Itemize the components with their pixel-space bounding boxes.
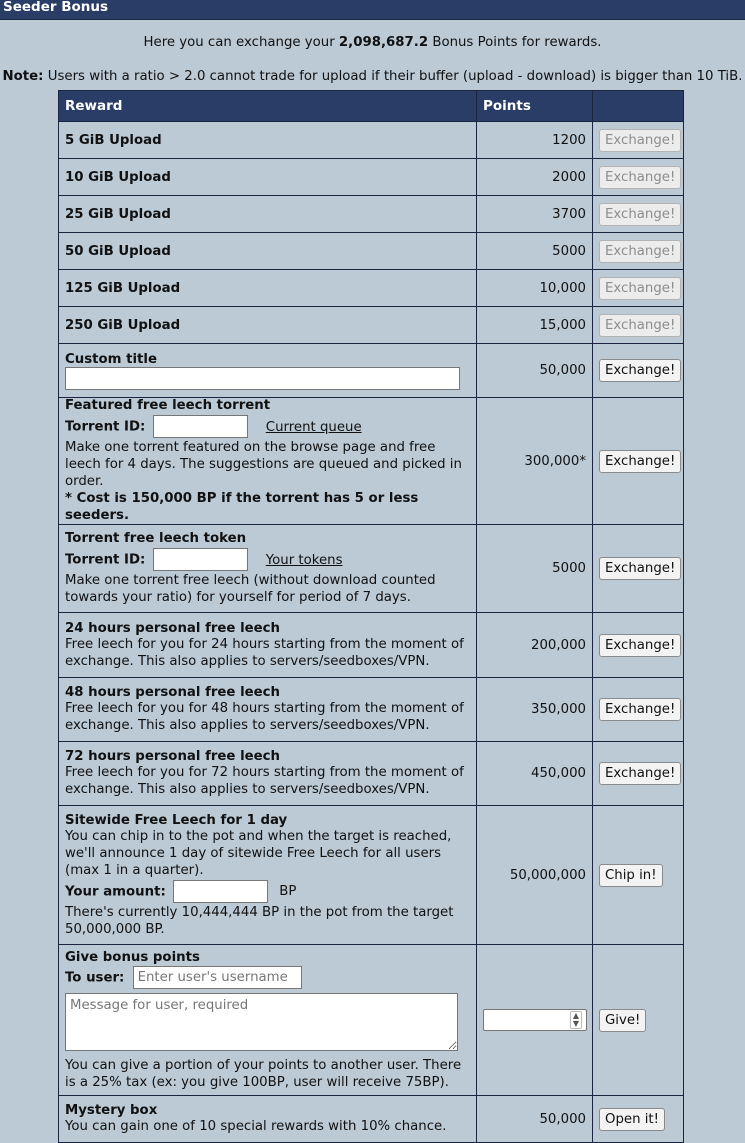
exchange-button-custom-title[interactable]: Exchange! bbox=[599, 359, 681, 382]
to-user-label: To user: bbox=[65, 970, 125, 985]
table-row-mystery-box bbox=[59, 1096, 684, 1143]
reward-description: Free leech for you for 72 hours starting from the moment of exchange. This also applies to servers/seedboxes/VPN. bbox=[65, 765, 464, 797]
reward-points: 2000 bbox=[477, 159, 593, 196]
table-row-custom-title bbox=[59, 344, 684, 398]
your-tokens-link[interactable]: Your tokens bbox=[265, 552, 343, 568]
reward-name: 125 GiB Upload bbox=[59, 270, 477, 307]
exchange-button-24h[interactable]: Exchange! bbox=[599, 634, 681, 657]
reward-points: 10,000 bbox=[477, 270, 593, 307]
reward-name: 48 hours personal free leech bbox=[65, 685, 281, 700]
table-row-freeleech-48h bbox=[59, 678, 684, 742]
exchange-button-25gib[interactable]: Exchange! bbox=[599, 203, 681, 226]
torrent-id-label: Torrent ID: bbox=[65, 419, 146, 435]
gift-amount-input[interactable] bbox=[483, 1009, 587, 1031]
exchange-button-50gib[interactable]: Exchange! bbox=[599, 240, 681, 263]
reward-name: 72 hours personal free leech bbox=[65, 749, 281, 764]
ratio-note: Note: Users with a ratio > 2.0 cannot trade for upload if their buffer (upload - download) is bigger than 10 TiB. bbox=[2, 69, 743, 84]
exchange-button-10gib[interactable]: Exchange! bbox=[599, 166, 681, 189]
reward-description: Make one torrent free leech (without download counted towards your ratio) for yourself for period of 7 days. bbox=[65, 573, 436, 605]
intro-text: Here you can exchange your 2,098,687.2 Bonus Points for rewards. bbox=[143, 35, 602, 50]
reward-name: 5 GiB Upload bbox=[59, 122, 477, 159]
reward-name: Mystery box bbox=[65, 1103, 158, 1118]
reward-points: 300,000* bbox=[477, 398, 593, 525]
reward-description: Free leech for you for 24 hours starting from the moment of exchange. This also applies to servers/seedboxes/VPN. bbox=[65, 636, 464, 669]
featured-torrent-id-input[interactable] bbox=[153, 415, 248, 438]
reward-points: 200,000 bbox=[477, 613, 593, 678]
exchange-button-72h[interactable]: Exchange! bbox=[599, 762, 681, 785]
chip-in-button[interactable]: Chip in! bbox=[599, 864, 663, 887]
table-row-upload-250gib bbox=[59, 307, 684, 344]
exchange-button-5gib[interactable]: Exchange! bbox=[599, 129, 681, 152]
table-row-upload-10gib bbox=[59, 159, 684, 196]
reward-name: 10 GiB Upload bbox=[59, 159, 477, 196]
reward-points: 5000 bbox=[477, 233, 593, 270]
custom-title-input[interactable] bbox=[65, 367, 460, 390]
table-row-sitewide-freeleech bbox=[59, 806, 684, 945]
reward-description: You can gain one of 10 special rewards with 10% chance. bbox=[65, 1119, 447, 1134]
reward-points: 15,000 bbox=[477, 307, 593, 344]
exchange-button-48h[interactable]: Exchange! bbox=[599, 698, 681, 721]
reward-points: 450,000 bbox=[477, 742, 593, 806]
pot-status-text: There's currently 10,444,444 BP in the pot from the target 50,000,000 BP. bbox=[65, 904, 454, 937]
table-row-give-bonus bbox=[59, 945, 684, 1096]
reward-name: Sitewide Free Leech for 1 day bbox=[65, 812, 288, 828]
recipient-username-input[interactable] bbox=[133, 966, 302, 989]
reward-points: 1200 bbox=[477, 122, 593, 159]
reward-name: Torrent free leech token bbox=[65, 531, 247, 546]
reward-points: 5000 bbox=[477, 525, 593, 613]
table-row-upload-50gib bbox=[59, 233, 684, 270]
gift-message-textarea[interactable] bbox=[65, 993, 458, 1051]
reward-description: You can chip in to the pot and when the target is reached, we'll announce 1 day of sitewide Free Leech for all users (max 1 in a quarter). bbox=[65, 828, 452, 878]
reward-points: 50,000,000 bbox=[477, 806, 593, 945]
token-torrent-id-input[interactable] bbox=[153, 548, 248, 571]
amount-label: Your amount: bbox=[65, 884, 166, 899]
column-header-reward: Reward bbox=[59, 91, 477, 122]
table-row-upload-125gib bbox=[59, 270, 684, 307]
bonus-points-balance: 2,098,687.2 bbox=[338, 35, 429, 50]
open-mystery-box-button[interactable]: Open it! bbox=[599, 1108, 665, 1131]
reward-points: 50,000 bbox=[477, 1096, 593, 1143]
amount-unit: BP bbox=[279, 884, 297, 899]
reward-description: You can give a portion of your points to another user. There is a 25% tax (ex: you give 100BP, user will receive 75BP). bbox=[65, 1057, 462, 1090]
table-row-upload-5gib bbox=[59, 122, 684, 159]
table-header-row bbox=[59, 91, 684, 122]
exchange-button-250gib[interactable]: Exchange! bbox=[599, 314, 681, 337]
cost-note: * Cost is 150,000 BP if the torrent has 5 or less seeders. bbox=[65, 491, 419, 523]
current-queue-link[interactable]: Current queue bbox=[265, 419, 362, 435]
rewards-table bbox=[58, 90, 684, 1143]
reward-points: 3700 bbox=[477, 196, 593, 233]
table-row-freeleech-24h bbox=[59, 613, 684, 678]
reward-name: 250 GiB Upload bbox=[59, 307, 477, 344]
exchange-button-featured[interactable]: Exchange! bbox=[599, 450, 681, 473]
table-row-featured-torrent bbox=[59, 398, 684, 525]
reward-name: 24 hours personal free leech bbox=[65, 620, 281, 636]
exchange-button-token[interactable]: Exchange! bbox=[599, 557, 681, 580]
reward-name: 25 GiB Upload bbox=[59, 196, 477, 233]
torrent-id-label: Torrent ID: bbox=[65, 552, 146, 568]
column-header-points: Points bbox=[477, 91, 593, 122]
column-header-action bbox=[593, 91, 684, 122]
table-row-freeleech-token bbox=[59, 525, 684, 613]
reward-name: Featured free leech torrent bbox=[65, 398, 271, 413]
reward-name: Give bonus points bbox=[65, 949, 200, 965]
give-button[interactable]: Give! bbox=[599, 1009, 646, 1032]
spinner-arrows-icon[interactable]: ▲ ▼ bbox=[570, 1011, 582, 1029]
reward-description: Free leech for you for 48 hours starting from the moment of exchange. This also applies to servers/seedboxes/VPN. bbox=[65, 701, 464, 733]
reward-points: 350,000 bbox=[477, 678, 593, 742]
reward-points: 50,000 bbox=[477, 344, 593, 398]
reward-name: 50 GiB Upload bbox=[59, 233, 477, 270]
reward-name: Custom title bbox=[65, 351, 157, 367]
exchange-button-125gib[interactable]: Exchange! bbox=[599, 277, 681, 300]
chip-in-amount-input[interactable] bbox=[173, 880, 268, 903]
page-title: Seeder Bonus bbox=[0, 0, 745, 20]
table-row-freeleech-72h bbox=[59, 742, 684, 806]
table-row-upload-25gib bbox=[59, 196, 684, 233]
reward-description: Make one torrent featured on the browse page and free leech for 4 days. The suggestions are queued and picked in order. bbox=[65, 440, 462, 489]
